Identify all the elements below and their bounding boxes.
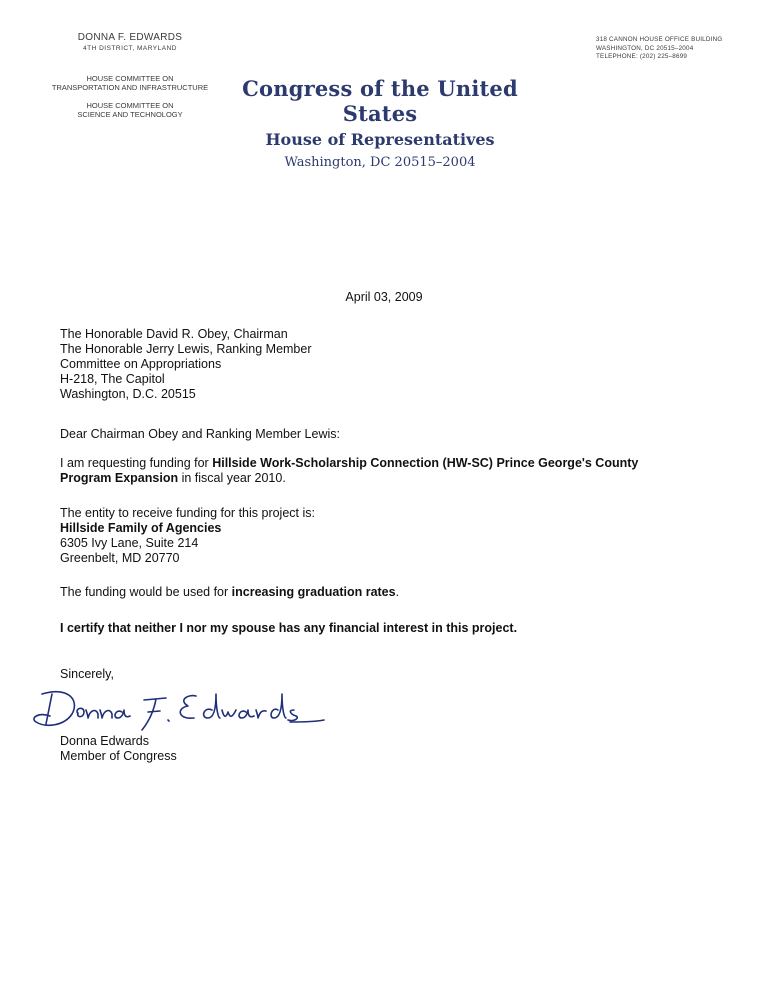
congress-title: Congress of the United States [242, 76, 518, 126]
committee-transportation [30, 74, 230, 92]
request-paragraph [60, 456, 680, 486]
request-suffix: in fiscal year 2010. [178, 471, 286, 485]
office-address [596, 36, 766, 62]
letter-date: April 03, 2009 [345, 290, 423, 304]
handwritten-signature [28, 680, 328, 738]
address-line: Washington, D.C. 20515 [60, 387, 196, 401]
committee-line: SCIENCE AND TECHNOLOGY [77, 110, 183, 119]
use-suffix: . [395, 585, 400, 599]
signer-title: Member of Congress [60, 749, 177, 763]
use-prefix: The funding would be used for [60, 585, 232, 599]
entity-address-line: Greenbelt, MD 20770 [60, 551, 180, 565]
office-line: 318 CANNON HOUSE OFFICE BUILDING [596, 36, 723, 43]
address-line: H-218, The Capitol [60, 372, 165, 386]
office-line: WASHINGTON, DC 20515–2004 [596, 44, 694, 52]
office-line: TELEPHONE: (202) 225–8699 [596, 53, 688, 60]
entity-name: Hillside Family of Agencies [60, 521, 222, 535]
letterhead-left [30, 32, 230, 119]
committee-line: HOUSE COMMITTEE ON [86, 74, 174, 83]
house-city: Washington, DC 20515–2004 [284, 155, 476, 170]
member-district: 4TH DISTRICT, MARYLAND [83, 45, 177, 52]
address-line: The Honorable David R. Obey, Chairman [60, 327, 288, 341]
request-prefix: I am requesting funding for [60, 456, 213, 470]
committee-line: HOUSE COMMITTEE ON [86, 101, 174, 110]
signer-name: Donna Edwards [60, 734, 149, 748]
entity-address-line: 6305 Ivy Lane, Suite 214 [60, 536, 199, 550]
use-purpose: increasing graduation rates [231, 585, 396, 599]
recipient-address [60, 327, 700, 402]
entity-block [60, 506, 700, 566]
signer-block [60, 734, 700, 764]
project-name: Hillside Work-Scholarship Connection (HW-SC) Prince George's County Program Expansion [60, 456, 639, 485]
use-paragraph [60, 585, 700, 600]
entity-intro: The entity to receive funding for this project is: [60, 506, 315, 520]
address-line: Committee on Appropriations [60, 357, 222, 371]
closing: Sincerely, [60, 667, 114, 681]
member-name: DONNA F. EDWARDS [77, 32, 183, 43]
committee-line: TRANSPORTATION AND INFRASTRUCTURE [51, 83, 209, 92]
salutation: Dear Chairman Obey and Ranking Member Lewis: [60, 427, 340, 441]
certification: I certify that neither I nor my spouse has any financial interest in this project. [60, 621, 518, 635]
letterhead-center [230, 76, 530, 170]
address-line: The Honorable Jerry Lewis, Ranking Member [60, 342, 312, 356]
committee-science [30, 101, 230, 119]
house-title: House of Representatives [265, 130, 495, 149]
